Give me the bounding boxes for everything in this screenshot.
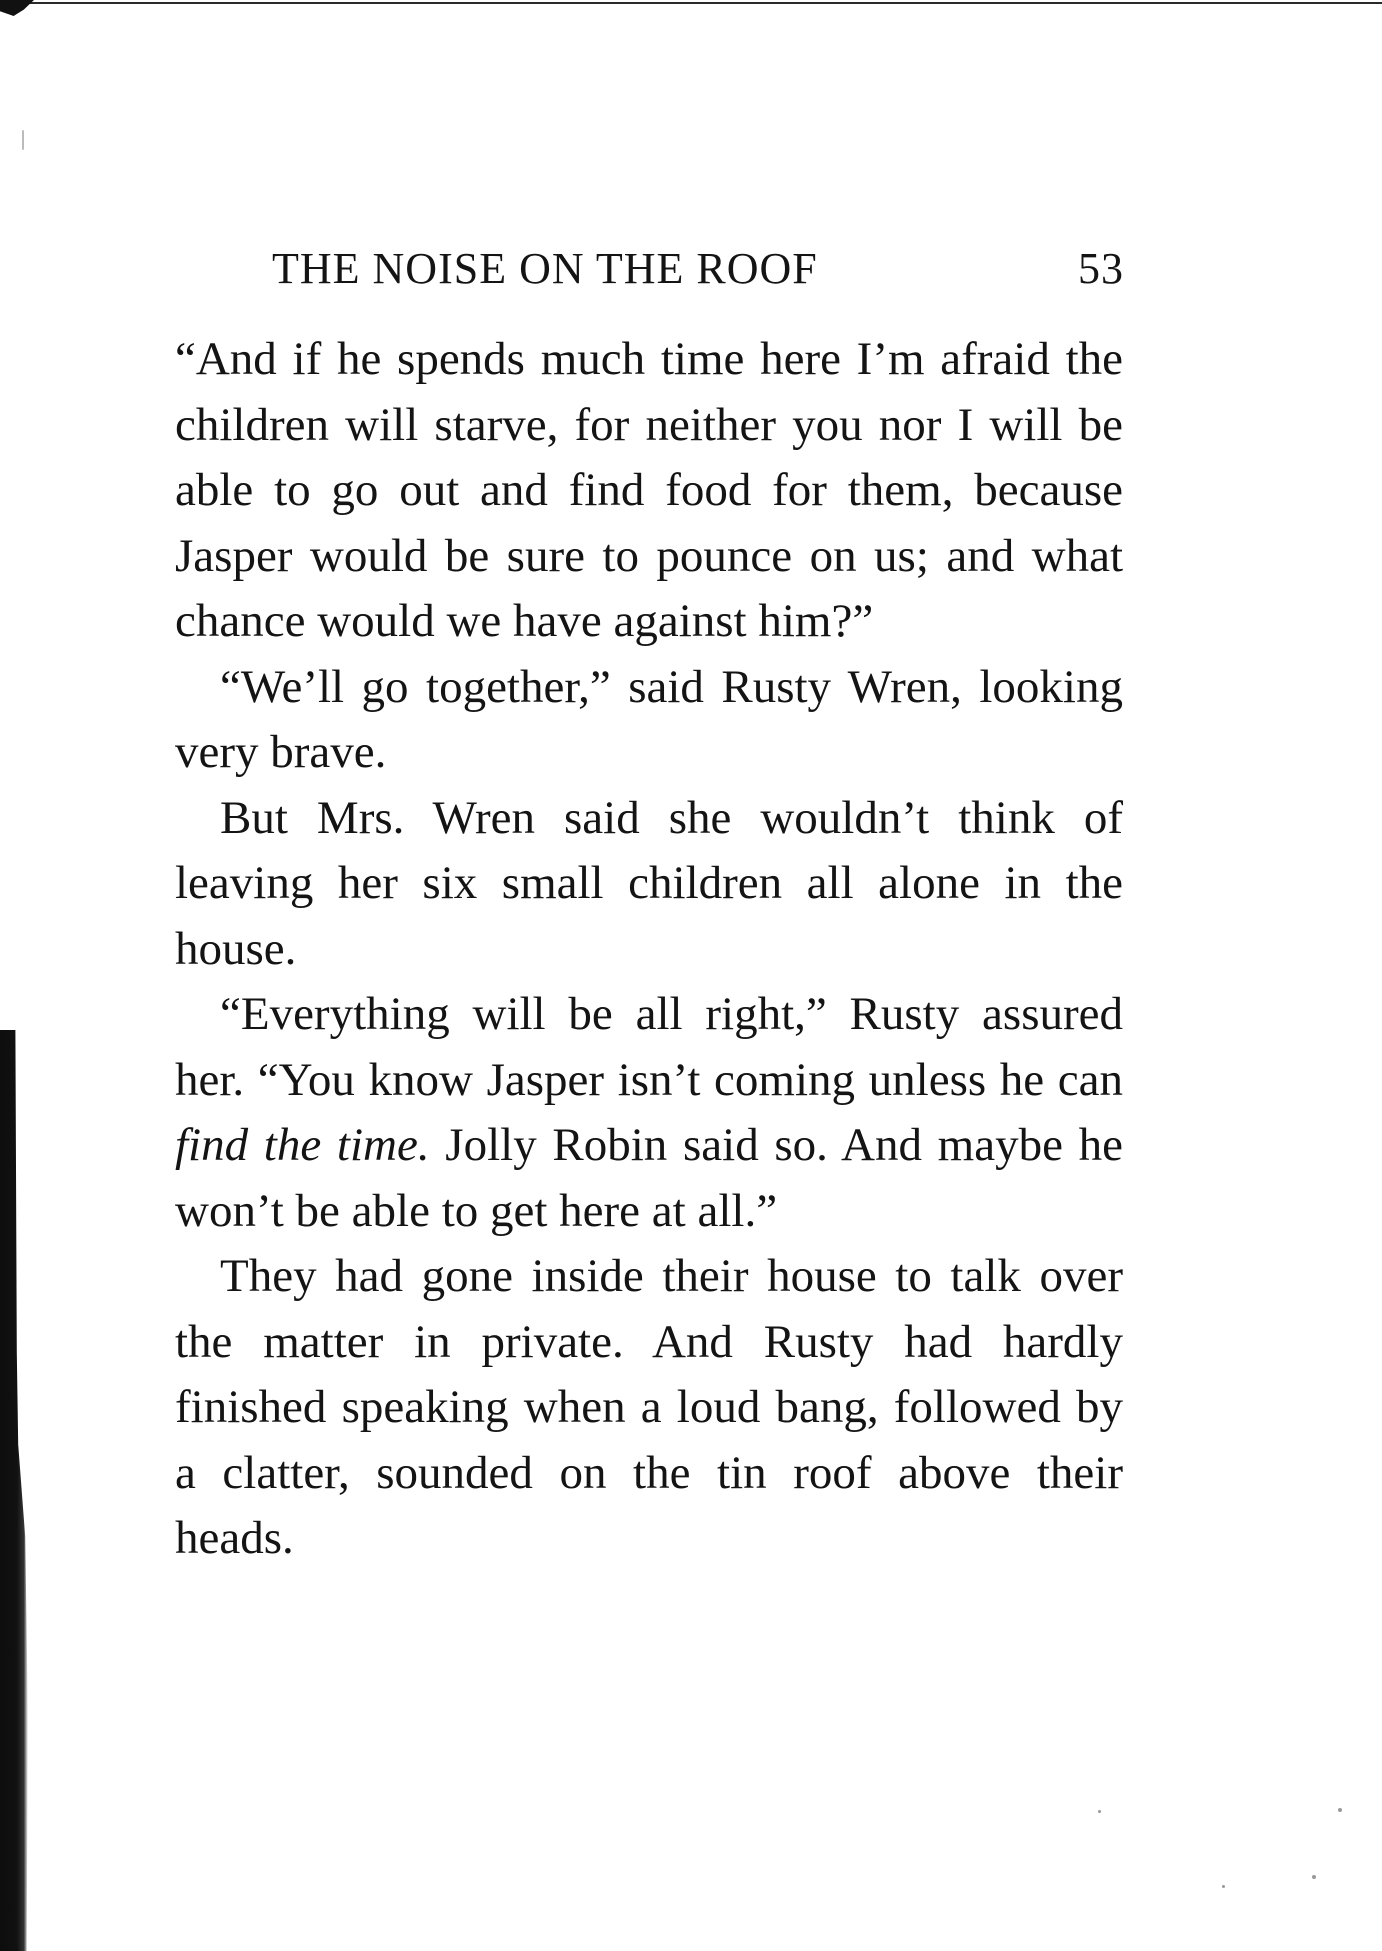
scan-spine-shadow (0, 1030, 28, 1951)
running-head-title: THE NOISE ON THE ROOF (272, 244, 818, 293)
paper-speck (1312, 1875, 1316, 1879)
paragraph-4 (175, 982, 1123, 1244)
page-number: 53 (1078, 244, 1124, 293)
running-head (272, 243, 1124, 299)
paper-speck (1222, 1885, 1225, 1888)
paper-speck (1098, 1810, 1101, 1813)
paragraph-1: “And if he spends much time here I’m afraid the children will starve, for neither you nor I will be able to go out and find food for them, because Jasper would be sure to pounce on us; and what chance would we have against him?” (175, 333, 1123, 647)
paragraph-3: But Mrs. Wren said she wouldn’t think of leaving her six small children all alone in the house. (175, 791, 1123, 975)
paper-speck (1338, 1808, 1342, 1812)
paragraph-4-emphasis: find the time. (175, 1119, 430, 1171)
paragraph-4-text-start: “Everything will be all right,” Rusty assured her. “You know Jasper isn’t coming unless he can (175, 988, 1123, 1106)
scan-corner-mark (0, 0, 34, 16)
paragraph-2: “We’ll go together,” said Rusty Wren, looking very brave. (175, 660, 1123, 778)
body-text (175, 327, 1123, 1572)
paragraph-4-text-end: Jolly Robin said so. And maybe he won’t be able to get here at all.” (175, 1119, 1123, 1237)
paragraph-5: They had gone inside their house to talk over the matter in private. And Rusty had hardly finished speaking when a loud bang, followed by a clatter, sounded on the tin roof above their heads. (175, 1250, 1123, 1564)
page-top-edge (0, 2, 1382, 4)
paper-speck (22, 130, 24, 150)
